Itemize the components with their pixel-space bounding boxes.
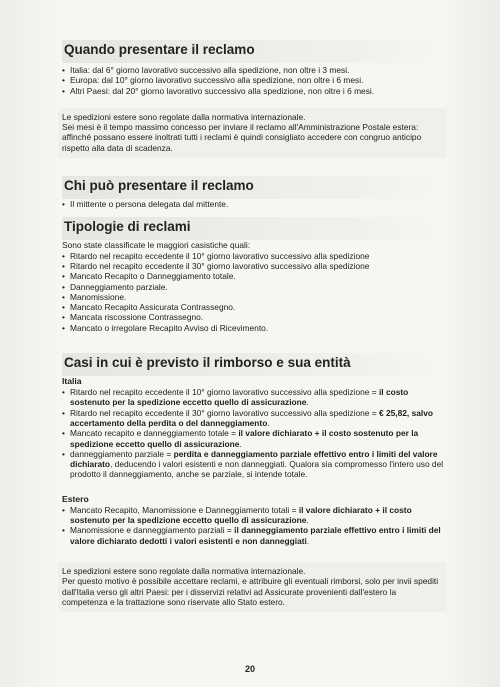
list-item: • danneggiamento parziale = perdita e danneggiamento parziale effettivo entro i limiti del valore dichiarato, deducendo i valori esistenti e non danneggiati. Qualora sia compromesso l'intero uso del prodotto il danneggiamento, anche se parziale, si intende totale. <box>62 449 447 480</box>
list-item: • Mancato Recapito o Danneggiamento totale. <box>62 271 447 281</box>
list-item: • Mancato recapito e danneggiamento totale = il valore dichiarato + il costo sostenuto per la spedizione eccetto quello di assicurazione. <box>62 428 447 449</box>
section-refund-note <box>58 562 447 612</box>
page-number: 20 <box>244 664 255 674</box>
note-line: Le spedizioni estere sono regolate dalla normativa internazionale. <box>62 111 306 122</box>
section-types-title: Tipologie di reclami <box>64 219 191 235</box>
list-item: • Danneggiamento parziale. <box>62 282 447 292</box>
section-who-list <box>62 199 447 209</box>
note-line: Sei mesi è il tempo massimo concesso per inviare il reclamo all'Amministrazione Postale estera: affinché possano essere inoltrati tutti i reclami è quindi consigliato accedere con congruo anticipo rispetto alla data di scadenza. <box>62 122 422 153</box>
italia-list <box>62 387 447 480</box>
list-item: • Italia: dal 6° giorno lavorativo successivo alla spedizione, non oltre i 3 mesi. <box>62 65 447 75</box>
estero-heading: Estero <box>62 493 89 504</box>
section-types-list <box>62 251 447 333</box>
section-refund-title-box <box>62 353 447 376</box>
section-when-note <box>58 108 447 158</box>
list-item: • Europa: dal 10° giorno lavorativo successivo alla spedizione, non oltre i 6 mesi. <box>62 75 447 85</box>
list-item: • Mancato Recapito, Manomissione e Danneggiamento totali = il valore dichiarato + il costo sostenuto per la spedizione eccetto quello di assicurazione. <box>62 505 447 526</box>
estero-list <box>62 505 447 546</box>
list-item: • Manomissione e danneggiamento parziali = il danneggiamento parziale effettivo entro i limiti del valore dichiarato dedotti i valori esistenti e non danneggiati. <box>62 525 447 546</box>
section-when-list <box>62 65 447 96</box>
section-types-intro: Sono state classificate le maggiori casistiche quali: <box>62 240 251 251</box>
italia-heading: Italia <box>62 376 82 387</box>
section-who-title-box <box>62 176 447 199</box>
list-item: • Ritardo nel recapito eccedente il 30° giorno lavorativo successivo alla spedizione <box>62 261 447 271</box>
list-item: • Ritardo nel recapito eccedente il 10° giorno lavorativo successivo alla spedizione <box>62 251 447 261</box>
list-item: • Il mittente o persona delegata dal mittente. <box>62 199 447 209</box>
list-item: • Ritardo nel recapito eccedente il 10° giorno lavorativo successivo alla spedizione = il costo sostenuto per la spedizione eccetto quello di assicurazione. <box>62 387 447 408</box>
list-item: • Mancato o irregolare Recapito Avviso di Ricevimento. <box>62 323 447 333</box>
section-types-title-box <box>62 217 447 240</box>
note-line: Le spedizioni estere sono regolate dalla normativa internazionale. <box>62 565 306 576</box>
section-when-title: Quando presentare il reclamo <box>64 42 255 57</box>
note-line: Per questo motivo è possibile accettare reclami, e attribuire gli eventuali rimborsi, solo per invii spediti dall'Italia verso gli altri Paesi: per i disservizi relativi ad Assicurate provenienti dall'estero la competenza e la trattazione sono riservate allo Stato estero. <box>62 576 439 607</box>
section-refund-title: Casi in cui è previsto il rimborso e sua entità <box>64 355 351 371</box>
list-item: • Altri Paesi: dal 20° giorno lavorativo successivo alla spedizione, non oltre i 6 mesi. <box>62 86 447 96</box>
page-content <box>62 40 447 612</box>
list-item: • Manomissione. <box>62 292 447 302</box>
list-item: • Ritardo nel recapito eccedente il 30° giorno lavorativo successivo alla spedizione = € 25,82, salvo accertamento della perdita o del danneggiamento. <box>62 408 447 429</box>
section-when-title-box <box>62 40 447 63</box>
list-item: • Mancata riscossione Contrassegno. <box>62 312 447 322</box>
list-item: • Mancato Recapito Assicurata Contrassegno. <box>62 302 447 312</box>
section-who-title: Chi può presentare il reclamo <box>64 178 254 194</box>
